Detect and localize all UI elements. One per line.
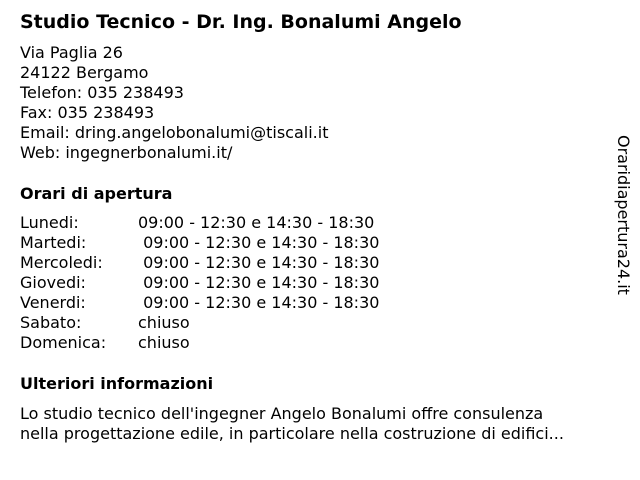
day-label: Mercoledi:	[20, 253, 103, 272]
hours-value: 09:00 - 12:30 e 14:30 - 18:30	[138, 253, 380, 272]
day-label: Venerdi:	[20, 293, 86, 312]
contact-block	[20, 43, 328, 163]
day-label: Lunedi:	[20, 213, 79, 232]
day-label: Sabato:	[20, 313, 82, 332]
opening-hours-heading: Orari di apertura	[20, 184, 173, 203]
page-title: Studio Tecnico - Dr. Ing. Bonalumi Angelo	[20, 11, 462, 33]
hours-value: 09:00 - 12:30 e 14:30 - 18:30	[138, 213, 375, 232]
address-street: Via Paglia 26	[20, 43, 123, 62]
day-label: Giovedi:	[20, 273, 86, 292]
more-info-heading: Ulteriori informazioni	[20, 374, 214, 393]
email-address: Email: dring.angelobonalumi@tiscali.it	[20, 123, 329, 142]
day-label: Martedi:	[20, 233, 87, 252]
hours-value: chiuso	[138, 333, 190, 352]
hours-value: 09:00 - 12:30 e 14:30 - 18:30	[138, 293, 380, 312]
hours-value: 09:00 - 12:30 e 14:30 - 18:30	[138, 273, 380, 292]
hours-value: chiuso	[138, 313, 190, 332]
description-line: nella progettazione edile, in particolare nella costruzione di edifici...	[20, 424, 564, 443]
address-city: 24122 Bergamo	[20, 63, 149, 82]
description	[20, 404, 620, 444]
description-line: Lo studio tecnico dell'ingegner Angelo Bonalumi offre consulenza	[20, 404, 544, 423]
hours-value: 09:00 - 12:30 e 14:30 - 18:30	[138, 233, 380, 252]
phone-number: Telefon: 035 238493	[20, 83, 184, 102]
day-label: Domenica:	[20, 333, 107, 352]
fax-number: Fax: 035 238493	[20, 103, 155, 122]
watermark: Oraridiapertura24.it	[614, 135, 633, 295]
website-address: Web: ingegnerbonalumi.it/	[20, 143, 233, 162]
